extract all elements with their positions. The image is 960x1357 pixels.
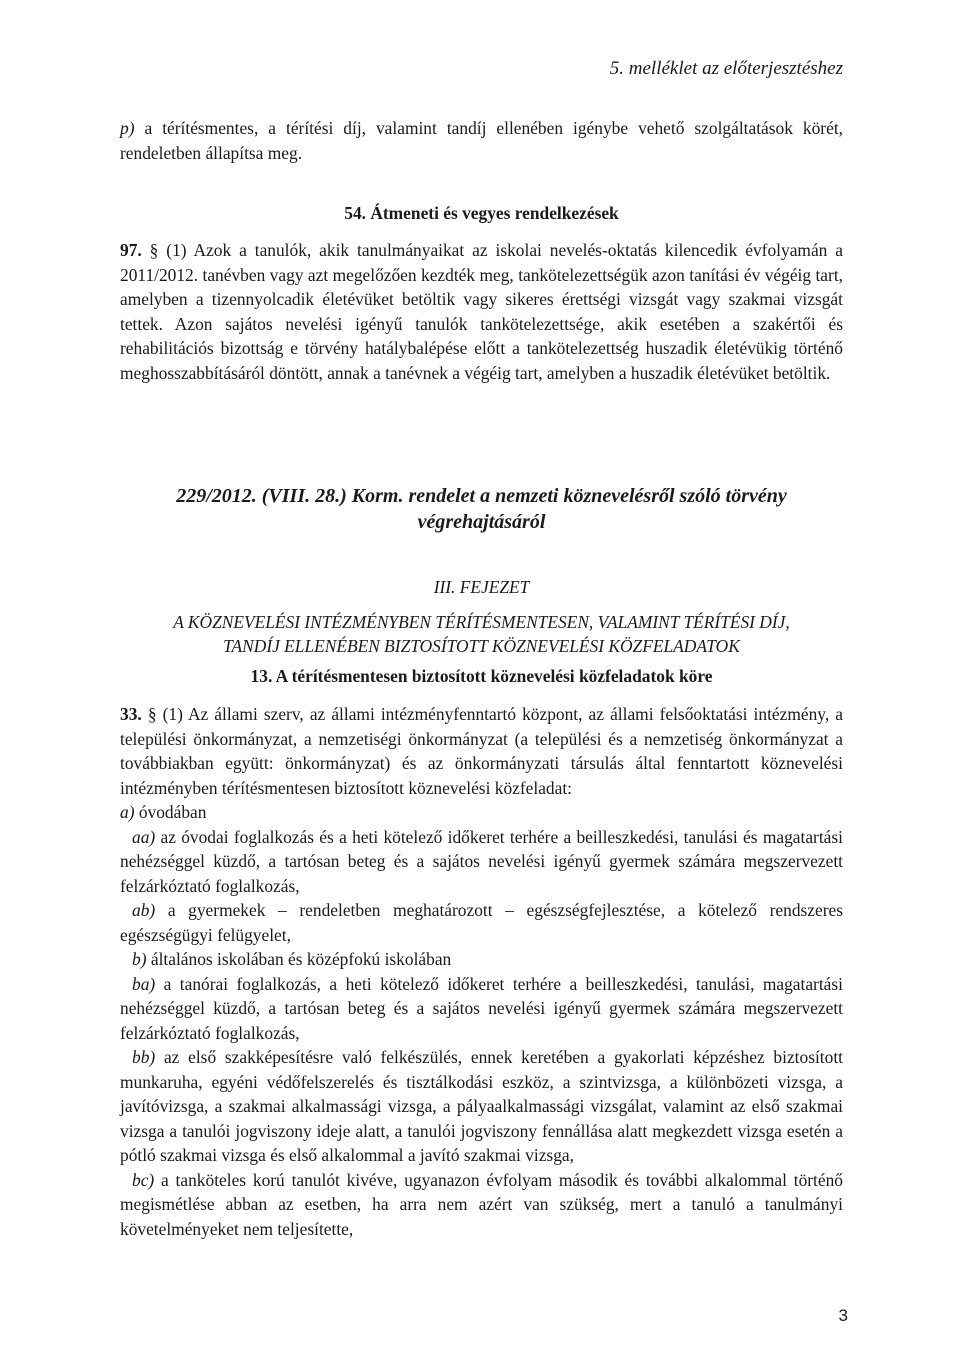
list-item-label: b) (132, 949, 147, 969)
item-p-label: p) (120, 118, 135, 138)
list-item-label: bb) (132, 1047, 156, 1067)
paragraph-33 (120, 702, 843, 1241)
list-item-text: az első szakképesítésre való felkészülés, ennek keretében a gyakorlati képzéshez biztosított munkaruha, egyéni védőfelszerelés és tisztálkodási eszköz, a szintvizsga, a különbözeti vizsga, a javítóvizsga, a szakmai alkalmassági vizsga, a pályaalkalmassági vizsgálat, valamint az első szakmai vizsga a tanulói jogviszony ideje alatt, a tanulói jogviszony fennállása alatt megkezdett vizsga esetén a pótló szakmai vizsga és első alkalommal a javító szakmai vizsga, (120, 1047, 843, 1165)
list-item-a (120, 800, 843, 825)
list-item-label: a) (120, 802, 135, 822)
paragraph-33-number: 33. (120, 704, 142, 724)
paragraph-33-intro-text: § (1) Az állami szerv, az állami intézményfenntartó központ, az állami felsőoktatási intézmény, a települési önkormányzat, a nemzetiségi önkormányzat (a települési és a nemzetiség önkormányzat a továbbiakban együtt: önkormányzat) és az önkormányzati társulás által fenntartott köznevelési intézményben térítésmentesen biztosított köznevelési közfeladat: (120, 704, 843, 798)
list-item-label: ba) (132, 973, 156, 994)
decree-title-line-2: végrehajtásáról (417, 511, 546, 533)
annex-header: 5. melléklet az előterjesztéshez (609, 58, 843, 79)
section-54-title: 54. Átmeneti és vegyes rendelkezések (344, 203, 619, 223)
list-item-label: ab) (132, 900, 156, 920)
list-item-text: óvodában (134, 802, 207, 822)
decree-title-line-1: 229/2012. (VIII. 28.) Korm. rendelet a nemzeti köznevelésről szóló törvény (176, 485, 787, 507)
list-item-ba (120, 972, 843, 1046)
list-item-bc (120, 1168, 843, 1242)
list-item-text: az óvodai foglalkozás és a heti kötelező időkeret terhére a beilleszkedési, tanulási és magatartási nehézséggel küzdő, a tartósan beteg és a sajátos nevelési igényű gyermek számára megszervezett felzárkóztató foglalkozás, (120, 826, 843, 896)
item-p-paragraph (120, 116, 843, 165)
list-item-text: általános iskolában és középfokú iskolában (146, 949, 452, 969)
paragraph-97 (120, 238, 843, 385)
chapter-title-line-2: TANDÍJ ELLENÉBEN BIZTOSÍTOTT KÖZNEVELÉSI KÖZFELADATOK (223, 636, 740, 656)
paragraph-33-intro (120, 702, 843, 800)
list-item-text: a tanköteles korú tanulót kivéve, ugyanazon évfolyam második és további alkalommal történő megismétlése abban az esetben, ha arra nem azért van szükség, mert a tanuló a tanulmányi követelményeket nem teljesítette, (120, 1169, 843, 1239)
paragraph-97-text: § (1) Azok a tanulók, akik tanulmányaikat az iskolai nevelés-oktatás kilencedik évfolyamán a 2011/2012. tanévben vagy azt megelőzően kezdték meg, tankötelezettségük azon tanítási év végéig tart, amelyben a tizennyolcadik életévüket betöltik vagy sikeres érettségi vizsgát vagy szakmai vizsgát tettek. Azon sajátos nevelési igényű tanulók tankötelezettsége, akik esetében a szakértői és rehabilitációs bizottság e törvény hatálybalépése előtt a tankötelezettség huszadik életévükig történő meghosszabbításáról döntött, annak a tanévnek a végéig tart, amelyben a huszadik életévüket betöltik. (120, 240, 843, 383)
list-item-text: a gyermekek – rendeletben meghatározott – egészségfejlesztése, a kötelező rendszeres egészségügyi felügyelet, (120, 900, 843, 945)
chapter-label: III. FEJEZET (433, 577, 530, 597)
list-item-b (120, 947, 843, 972)
list-item-aa (120, 825, 843, 899)
list-item-label: bc) (132, 1169, 155, 1190)
list-item-bb (120, 1045, 843, 1168)
list-item-ab (120, 898, 843, 947)
chapter-title-line-1: A KÖZNEVELÉSI INTÉZMÉNYBEN TÉRÍTÉSMENTESEN, VALAMINT TÉRÍTÉSI DÍJ, (173, 612, 790, 632)
item-p-text: a térítésmentes, a térítési díj, valamint tandíj ellenében igénybe vehető szolgáltatások körét, rendeletben állapítsa meg. (120, 118, 843, 163)
paragraph-97-number: 97. (120, 240, 142, 260)
page-number: 3 (838, 1306, 848, 1325)
decree-title (120, 483, 843, 535)
section-13-title: 13. A térítésmentesen biztosított köznevelési közfeladatok köre (250, 666, 713, 686)
list-item-text: a tanórai foglalkozás, a heti kötelező időkeret terhére a beilleszkedési, tanulási, magatartási nehézséggel küzdő, a tartósan beteg és a sajátos nevelési igényű gyermek számára megszervezett felzárkóztató foglalkozás, (120, 973, 843, 1043)
list-item-label: aa) (132, 826, 156, 847)
chapter-title (120, 610, 843, 658)
